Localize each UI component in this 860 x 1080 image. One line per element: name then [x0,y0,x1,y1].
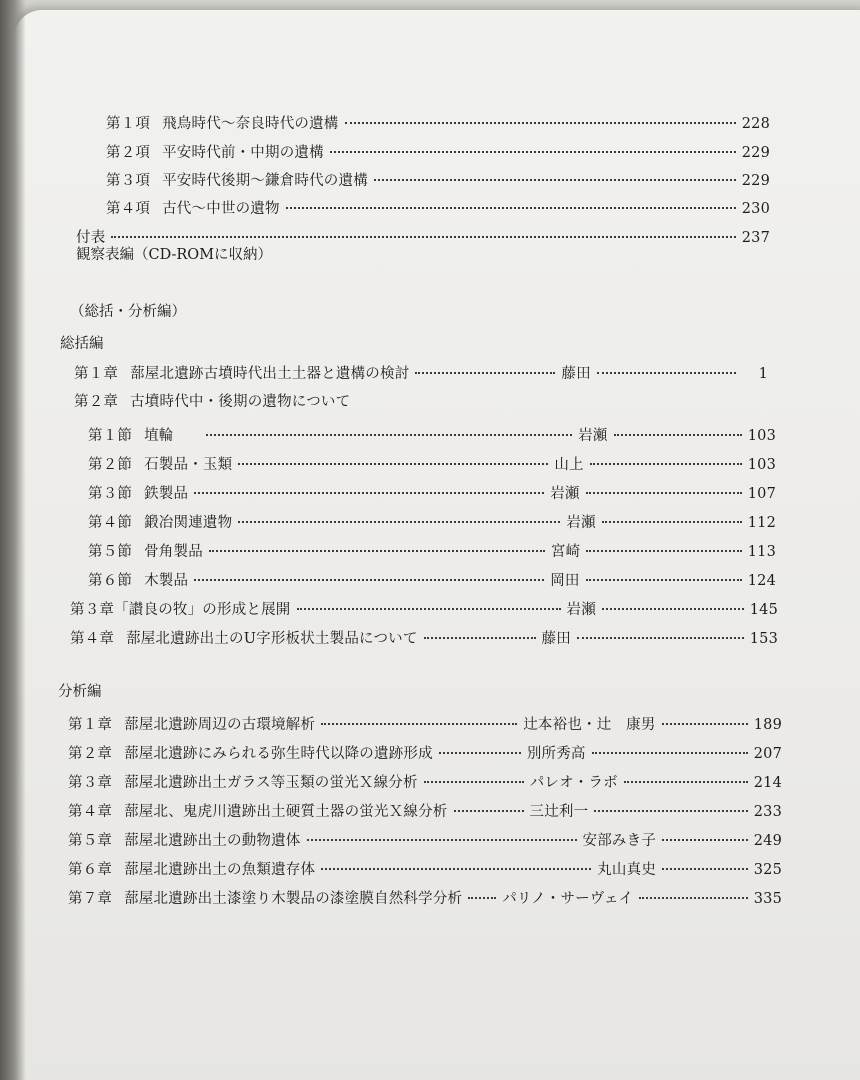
entry-title: 鍛冶関連遺物 [144,515,233,531]
leader-dots [424,636,536,639]
toc-entry [70,598,778,619]
toc-entry [88,453,776,474]
entry-title: 飛鳥時代～奈良時代の遺構 [162,116,339,132]
page-number: 145 [749,602,778,618]
entry-author: 岩瀬 [550,486,580,502]
entry-label: 第７章 [68,891,113,907]
toc-entry [106,169,770,190]
entry-label: 第１項 [106,116,151,132]
leader-dots [590,462,742,465]
entry-label: 第２項 [106,145,151,161]
leader-dots [321,722,517,725]
entry-author: 安部みき子 [582,833,657,849]
entry-title: 平安時代後期～鎌倉時代の遺構 [162,173,368,189]
page-number: 249 [753,833,782,849]
leader-dots [321,867,591,870]
leader-dots [194,578,544,581]
toc-entry [88,424,776,445]
entry-title: 蔀屋北遺跡出土ガラス等玉類の蛍光Ｘ線分析 [124,775,418,791]
toc-entry [74,390,768,411]
leader-dots [330,150,736,153]
entry-title: 「讃良の牧」の形成と展開 [114,602,291,618]
leader-dots [639,896,747,899]
entry-title: 蔀屋北遺跡古墳時代出土土器と遺構の検討 [130,366,410,382]
entry-title: 石製品・玉類 [144,457,233,473]
entry-label: 第３項 [106,173,151,189]
leader-dots [586,549,741,552]
entry-label: 第１章 [68,717,113,733]
page-number: 335 [753,891,782,907]
toc-entry [68,829,782,850]
entry-author: 丸山真史 [597,862,657,878]
leader-dots [586,578,742,581]
leader-dots [424,780,524,783]
page-number: 325 [753,862,782,878]
leader-dots [297,607,561,610]
entry-title: 蔀屋北遺跡出土の魚類遺存体 [124,862,316,878]
entry-label: 第５節 [88,544,133,560]
leader-dots [307,838,577,841]
entry-label: 第３章 [68,775,113,791]
page-number: 112 [747,515,776,531]
entry-label: 第４章 [70,631,115,647]
entry-title: 蔀屋北遺跡にみられる弥生時代以降の遺跡形成 [124,746,433,762]
toc-entry [106,197,770,218]
leader-dots [194,491,544,494]
page-number: 229 [741,173,770,189]
leader-dots [415,371,555,374]
entry-title: 古墳時代中・後期の遺物について [130,394,351,410]
analysis-section-heading: 分析編 [58,684,102,700]
entry-title: 付表 [76,230,106,246]
entry-title: 木製品 [144,573,189,589]
entry-label: 第２章 [74,394,119,410]
leader-dots [209,549,545,552]
leader-dots [592,751,748,754]
toc-entry [106,141,770,162]
entry-label: 第４項 [106,201,151,217]
leader-dots [454,809,524,812]
entry-title: 蔀屋北遺跡出土の動物遺体 [124,833,301,849]
page-number: 153 [749,631,778,647]
toc-entry [88,569,776,590]
leader-dots [439,751,521,754]
page-number: 237 [741,230,770,246]
page-number: 229 [741,145,770,161]
leader-dots [662,722,748,725]
page-number: 103 [747,457,776,473]
leader-dots [624,780,748,783]
toc-entry [106,112,770,133]
toc-entry [74,362,768,383]
toc-entry [88,540,776,561]
leader-dots [602,607,744,610]
toc-entry [68,887,782,908]
toc-entry [70,627,778,648]
entry-title: 蔀屋北、鬼虎川遺跡出土硬質土器の蛍光Ｘ線分析 [124,804,448,820]
entry-label: 第３章 [70,602,115,618]
leader-dots [468,896,496,899]
entry-label: 第１節 [88,428,133,444]
entry-label: 第２章 [68,746,113,762]
leader-dots [238,462,548,465]
entry-author: 岩瀬 [566,602,596,618]
entry-author: 岩瀬 [578,428,608,444]
entry-label: 第６節 [88,573,133,589]
toc-entry [68,858,782,879]
entry-author: パレオ・ラボ [529,775,618,791]
entry-author: パリノ・サーヴェイ [502,891,634,907]
entry-author: 三辻利一 [529,804,589,820]
entry-author: 山上 [554,457,584,473]
observation-heading: 観察表編（CD-ROMに収納） [76,247,273,263]
entry-title: 埴輪 [144,428,174,444]
toc-entry [68,771,782,792]
leader-dots [662,867,748,870]
entry-label: 第２節 [88,457,133,473]
page-number: 107 [747,486,776,502]
entry-label: 第４節 [88,515,133,531]
entry-label: 第６章 [68,862,113,878]
page-number: 233 [753,804,782,820]
entry-author: 藤田 [541,631,571,647]
entry-author: 岩瀬 [566,515,596,531]
entry-author: 別所秀高 [526,746,586,762]
summary-section-heading: 総括編 [60,336,104,352]
entry-author: 宮崎 [550,544,581,560]
toc-entry [68,800,782,821]
entry-title: 蔀屋北遺跡周辺の古環境解析 [124,717,316,733]
leader-dots [206,433,572,436]
entry-title: 鉄製品 [144,486,189,502]
leader-dots [286,206,736,209]
page-number: 228 [741,116,770,132]
page-number: 207 [753,746,782,762]
entry-label: 第１章 [74,366,119,382]
leader-dots [586,491,742,494]
toc-entry [88,482,776,503]
entry-title: 古代～中世の遺物 [162,201,280,217]
leader-dots [662,838,748,841]
page-number: 103 [747,428,776,444]
leader-dots [614,433,742,436]
leader-dots [238,520,560,523]
entry-label: 第４章 [68,804,113,820]
page-number: 214 [753,775,782,791]
page-number: 1 [758,366,768,382]
leader-dots [602,520,742,523]
leader-dots [374,178,736,181]
entry-label: 第３節 [88,486,133,502]
entry-title: 骨角製品 [144,544,203,560]
page-number: 113 [747,544,776,560]
leader-dots [345,121,736,124]
entry-author: 藤田 [561,366,591,382]
entry-title: 平安時代前・中期の遺構 [162,145,324,161]
toc-entry [68,713,782,734]
page-number: 230 [741,201,770,217]
leader-dots [111,235,735,238]
entry-author: 辻本裕也・辻 康男 [523,717,656,733]
entry-label: 第５章 [68,833,113,849]
toc-entry [68,742,782,763]
entry-title: 蔀屋北遺跡出土漆塗り木製品の漆塗膜自然科学分析 [124,891,463,907]
leader-dots [577,636,744,639]
leader-dots [597,371,736,374]
part-heading: （総括・分析編） [70,304,186,320]
entry-author: 岡田 [550,573,580,589]
page-number: 189 [753,717,782,733]
leader-dots [594,809,747,812]
toc-entry [88,511,776,532]
page-number: 124 [747,573,776,589]
entry-title: 蔀屋北遺跡出土のU字形板状土製品について [126,631,418,647]
